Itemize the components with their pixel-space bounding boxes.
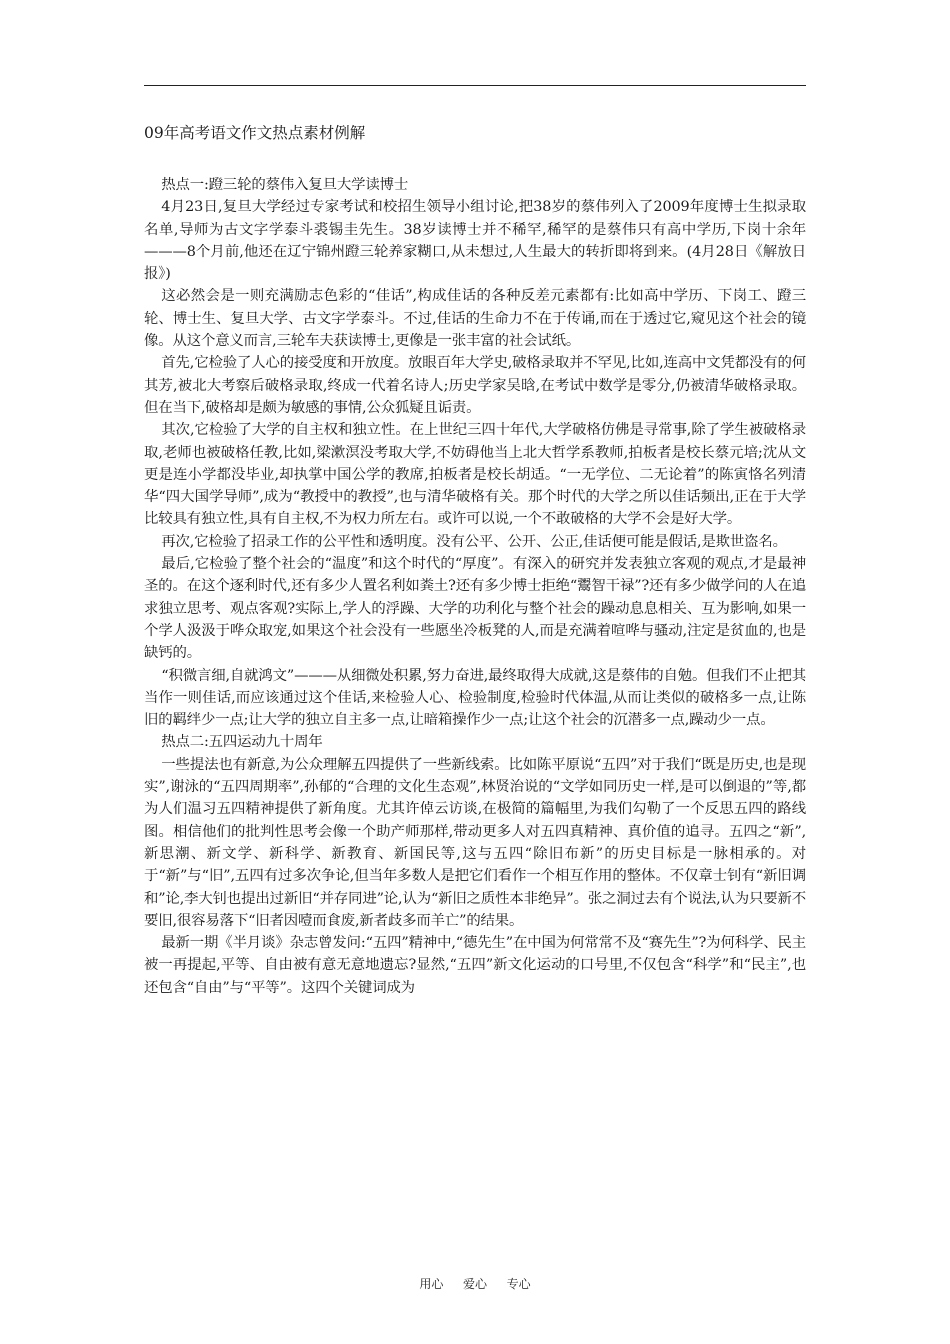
paragraph: 其次,它检验了大学的自主权和独立性。在上世纪三四十年代,大学破格仿佛是寻常事,除了学生被破格录取,老师也被破格任教,比如,梁漱溟没考取大学,不妨碍他当上北大哲学系教师,拍板者是校长蔡元培;沈从文更是连小学都没毕业,却执掌中国公学的教席,拍板者是校长胡适。“一无学位、二无论着”的陈寅恪名列清华“四大国学导师”,成为“教授中的教授”,也与清华破格有关。那个时代的大学之所以佳话频出,正在于大学比较具有独立性,具有自主权,不为权力所左右。或许可以说,一个不敢破格的大学不会是好大学。	[144, 422, 806, 528]
heading-hotspot-two: 热点二:五四运动九十周年	[161, 734, 323, 751]
page-footer: 用心 爱心 专心	[419, 1277, 531, 1291]
paragraph: 一些提法也有新意,为公众理解五四提供了一些新线索。比如陈平原说“五四”对于我们“既是历史,也是现实”,谢泳的“五四周期率”,孙郁的“合理的文化生态观”,林贤治说的“文学如同历史一样,是可以倒退的”等,都为人们温习五四精神提供了新角度。尤其许倬云访谈,在极简的篇幅里,为我们勾勒了一个反思五四的路线图。相信他们的批判性思考会像一个助产师那样,带动更多人对五四真精神、真价值的追寻。五四之“新”,新思潮、新文学、新科学、新教育、新国民等,这与五四“除旧布新”的历史目标是一脉相承的。对于“新”与“旧”,五四有过多次争论,但当年多数人是把它们看作一个相互作用的整体。不仅章士钊有“新旧调和”论,李大钊也提出过新旧“并存同进”论,认为“新旧之质性本非绝异”。张之洞过去有个说法,认为只要新不要旧,很容易落下“旧者因噎而食废,新者歧多而羊亡”的结果。	[144, 756, 806, 929]
heading-hotspot-one: 热点一:蹬三轮的蔡伟入复旦大学读博士	[161, 177, 409, 193]
paragraph: 首先,它检验了人心的接受度和开放度。放眼百年大学史,破格录取并不罕见,比如,连高中文凭都没有的何其芳,被北大考察后破格录取,终成一代着名诗人;历史学家吴晗,在考试中数学是零分,仍被清华破格录取。但在当下,破格却是颇为敏感的事情,公众狐疑且诟责。	[144, 355, 806, 416]
paragraph: 4月23日,复旦大学经过专家考试和校招生领导小组讨论,把38岁的蔡伟列入了2009年度博士生拟录取名单,导师为古文字学泰斗裘锡圭先生。38岁读博士并不稀罕,稀罕的是蔡伟只有高中学历,下岗十余年———8个月前,他还在辽宁锦州蹬三轮养家糊口,从未想过,人生最大的转折即将到来。(4月28日《解放日报》)	[144, 199, 806, 283]
paragraph: 再次,它检验了招录工作的公平性和透明度。没有公平、公开、公正,佳话便可能是假话,是欺世盗名。	[161, 533, 787, 550]
paragraph: 最新一期《半月谈》杂志曾发问:“五四”精神中,“德先生”在中国为何常常不及“赛先生”?为何科学、民主被一再提起,平等、自由被有意无意地遗忘?显然,“五四”新文化运动的口号里,不仅包含“科学”和“民主”,也还包含“自由”与“平等”。这四个关键词成为	[144, 935, 806, 996]
document-body	[144, 174, 806, 999]
paragraph: 这必然会是一则充满励志色彩的“佳话”,构成佳话的各种反差元素都有:比如高中学历、下岗工、蹬三轮、博士生、复旦大学、古文字学泰斗。不过,佳话的生命力不在于传诵,而在于透过它,窥见这个社会的镜像。从这个意义而言,三轮车夫获读博士,更像是一张丰富的社会试纸。	[144, 288, 806, 350]
header-rule	[144, 85, 806, 86]
paragraph: 最后,它检验了整个社会的“温度”和这个时代的“厚度”。有深入的研究并发表独立客观的观点,才是最神圣的。在这个逐利时代,还有多少人置名利如粪土?还有多少博士拒绝“鬻智干禄”?还有多少做学问的人在追求独立思考、观点客观?实际上,学人的浮躁、大学的功利化与整个社会的躁动息息相关、互为影响,如果一个学人汲汲于哗众取宠,如果这个社会没有一些愿坐冷板凳的人,而是充满着喧哗与骚动,注定是贫血的,也是缺钙的。	[144, 556, 806, 662]
paragraph: “积微言细,自就鸿文”———从细微处积累,努力奋进,最终取得大成就,这是蔡伟的自勉。但我们不止把其当作一则佳话,而应该通过这个佳话,来检验人心、检验制度,检验时代体温,从而让类似的破格多一点,让陈旧的羁绊少一点;让大学的独立自主多一点,让暗箱操作少一点;让这个社会的沉潜多一点,躁动少一点。	[144, 667, 806, 729]
document-title: 09年高考语文作文热点素材例解	[144, 124, 366, 142]
